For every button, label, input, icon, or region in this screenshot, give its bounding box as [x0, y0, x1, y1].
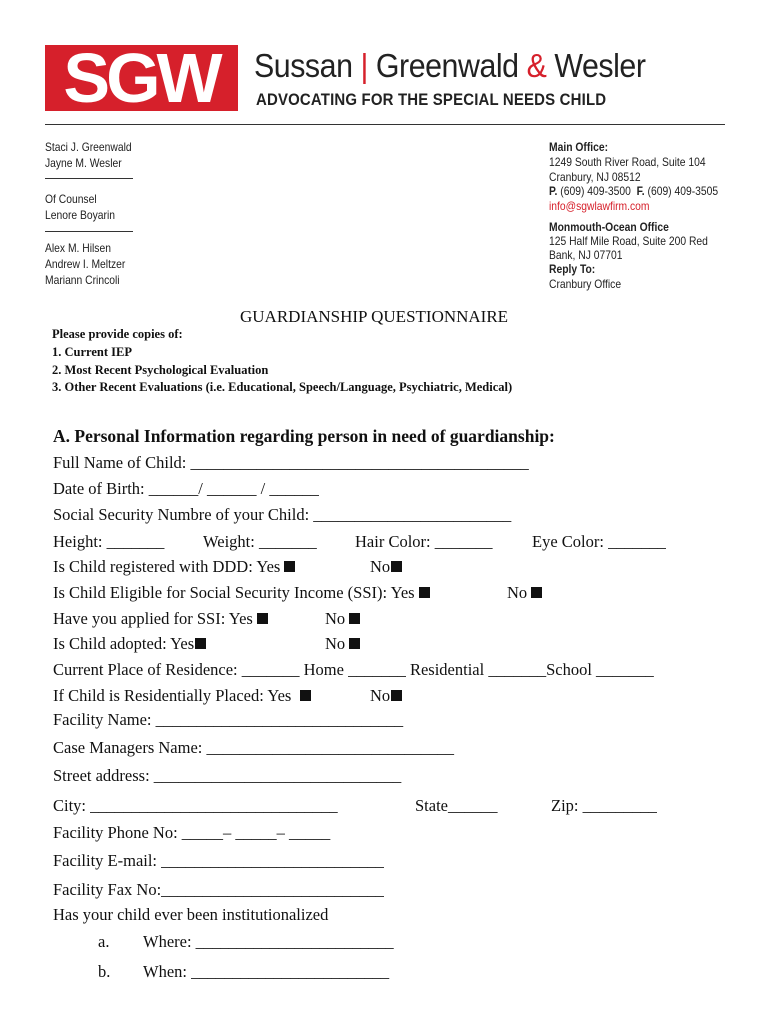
city-field[interactable]: City: ______________________________ — [53, 796, 338, 815]
residence-field[interactable]: Current Place of Residence: _______ Home _______ Residential _______School _______ — [53, 660, 654, 679]
partner-name: Jayne M. Wesler — [45, 156, 122, 170]
institutionalized-question: Has your child ever been institutionalized — [53, 905, 329, 924]
adopted-label: Is Child adopted: Yes — [53, 634, 195, 653]
fax-label: F. — [636, 184, 645, 198]
case-manager-field[interactable]: Case Managers Name: ______________________________ — [53, 738, 454, 757]
ssi-eligible-no-label: No — [507, 583, 528, 602]
adopted-no-checkbox[interactable] — [349, 638, 360, 649]
weight-field[interactable]: Weight: _______ — [203, 532, 317, 551]
contact-numbers — [549, 184, 718, 198]
firm-name-part1: Sussan — [254, 47, 353, 84]
ssi-eligible-yes-checkbox[interactable] — [419, 587, 430, 598]
facility-email-field[interactable]: Facility E-mail: ___________________________ — [53, 851, 384, 870]
firm-name-part2: Greenwald — [375, 47, 519, 84]
main-office-address-2: Cranbury, NJ 08512 — [549, 170, 641, 184]
where-item-label: a. — [98, 932, 110, 951]
left-divider — [45, 178, 133, 179]
when-field[interactable]: When: ________________________ — [143, 962, 390, 981]
header-divider — [45, 124, 725, 125]
main-office-address-1: 1249 South River Road, Suite 104 — [549, 155, 706, 169]
firm-name-part3: Wesler — [554, 47, 646, 84]
of-counsel-label: Of Counsel — [45, 192, 97, 206]
residential-yes-checkbox[interactable] — [300, 690, 311, 701]
eye-color-field[interactable]: Eye Color: _______ — [532, 532, 666, 551]
when-item-label: b. — [98, 962, 111, 981]
ddd-no-label: No — [370, 557, 391, 576]
residential-no-checkbox[interactable] — [391, 690, 402, 701]
ddd-label: Is Child registered with DDD: Yes — [53, 557, 281, 576]
adopted-no-label: No — [325, 634, 346, 653]
main-office-label: Main Office: — [549, 140, 609, 154]
fax-number: (609) 409-3505 — [647, 184, 719, 198]
sgw-logo — [45, 45, 238, 111]
ddd-no-checkbox[interactable] — [391, 561, 402, 572]
facility-name-field[interactable]: Facility Name: ______________________________ — [53, 710, 404, 729]
adopted-question — [53, 634, 206, 654]
section-a-heading: A. Personal Information regarding person in need of guardianship: — [53, 426, 555, 446]
second-office-address-2: Bank, NJ 07701 — [549, 248, 623, 262]
second-office-label: Monmouth-Ocean Office — [549, 220, 669, 234]
ssi-applied-label: Have you applied for SSI: Yes — [53, 609, 253, 628]
form-title: GUARDIANSHIP QUESTIONNAIRE — [240, 307, 509, 326]
ssi-applied-no-label: No — [325, 609, 346, 628]
firm-name-ampersand: & — [526, 47, 547, 84]
associate-name: Mariann Crincoli — [45, 273, 120, 287]
facility-fax-field[interactable]: Facility Fax No:___________________________ — [53, 880, 384, 899]
adopted-no-option — [325, 634, 360, 654]
where-field[interactable]: Where: ________________________ — [143, 932, 394, 951]
full-name-field[interactable]: Full Name of Child: _________________________________________ — [53, 453, 529, 472]
residential-placement-question — [53, 686, 311, 706]
residential-no-option — [370, 686, 402, 706]
logo-text: SGW — [63, 45, 219, 111]
phone-label: P. — [549, 184, 558, 198]
facility-phone-field[interactable]: Facility Phone No: _____– _____– _____ — [53, 823, 331, 842]
ssi-eligible-label: Is Child Eligible for Social Security Income (SSI): Yes — [53, 583, 415, 602]
ssi-applied-no-option — [325, 609, 360, 629]
copies-item: 1. Current IEP — [52, 345, 132, 359]
ddd-question — [53, 557, 295, 577]
ssi-applied-question — [53, 609, 268, 629]
tagline: ADVOCATING FOR THE SPECIAL NEEDS CHILD — [256, 90, 607, 109]
ddd-yes-checkbox[interactable] — [284, 561, 295, 572]
ssi-applied-yes-checkbox[interactable] — [257, 613, 268, 624]
state-field[interactable]: State______ — [415, 796, 498, 815]
copies-intro: Please provide copies of: — [52, 327, 183, 341]
copies-item: 2. Most Recent Psychological Evaluation — [52, 363, 269, 377]
adopted-yes-checkbox[interactable] — [195, 638, 206, 649]
copies-item: 3. Other Recent Evaluations (i.e. Educational, Speech/Language, Psychiatric, Medical) — [52, 380, 513, 394]
dob-field[interactable]: Date of Birth: ______/ ______ / ______ — [53, 479, 319, 498]
residential-placement-label: If Child is Residentially Placed: Yes — [53, 686, 292, 705]
of-counsel-name: Lenore Boyarin — [45, 208, 115, 222]
street-address-field[interactable]: Street address: ______________________________ — [53, 766, 402, 785]
associate-name: Andrew I. Meltzer — [45, 257, 126, 271]
residential-no-label: No — [370, 686, 391, 705]
hair-color-field[interactable]: Hair Color: _______ — [355, 532, 493, 551]
ssi-eligible-no-option — [507, 583, 542, 603]
reply-to-label: Reply To: — [549, 262, 596, 276]
left-divider — [45, 231, 133, 232]
firm-name — [254, 47, 645, 85]
firm-name-divider: | — [360, 47, 368, 84]
associate-name: Alex M. Hilsen — [45, 241, 111, 255]
ssi-eligible-no-checkbox[interactable] — [531, 587, 542, 598]
email-link[interactable]: info@sgwlawfirm.com — [549, 199, 650, 213]
zip-field[interactable]: Zip: _________ — [551, 796, 657, 815]
second-office-address-1: 125 Half Mile Road, Suite 200 Red — [549, 234, 708, 248]
ssn-field[interactable]: Social Security Numbre of your Child: ________________________ — [53, 505, 512, 524]
partner-name: Staci J. Greenwald — [45, 140, 132, 154]
reply-to-value: Cranbury Office — [549, 277, 622, 291]
ssi-applied-no-checkbox[interactable] — [349, 613, 360, 624]
ssi-eligible-question — [53, 583, 430, 603]
height-field[interactable]: Height: _______ — [53, 532, 165, 551]
ddd-no-option — [370, 557, 402, 577]
phone-number: (609) 409-3500 — [560, 184, 631, 198]
